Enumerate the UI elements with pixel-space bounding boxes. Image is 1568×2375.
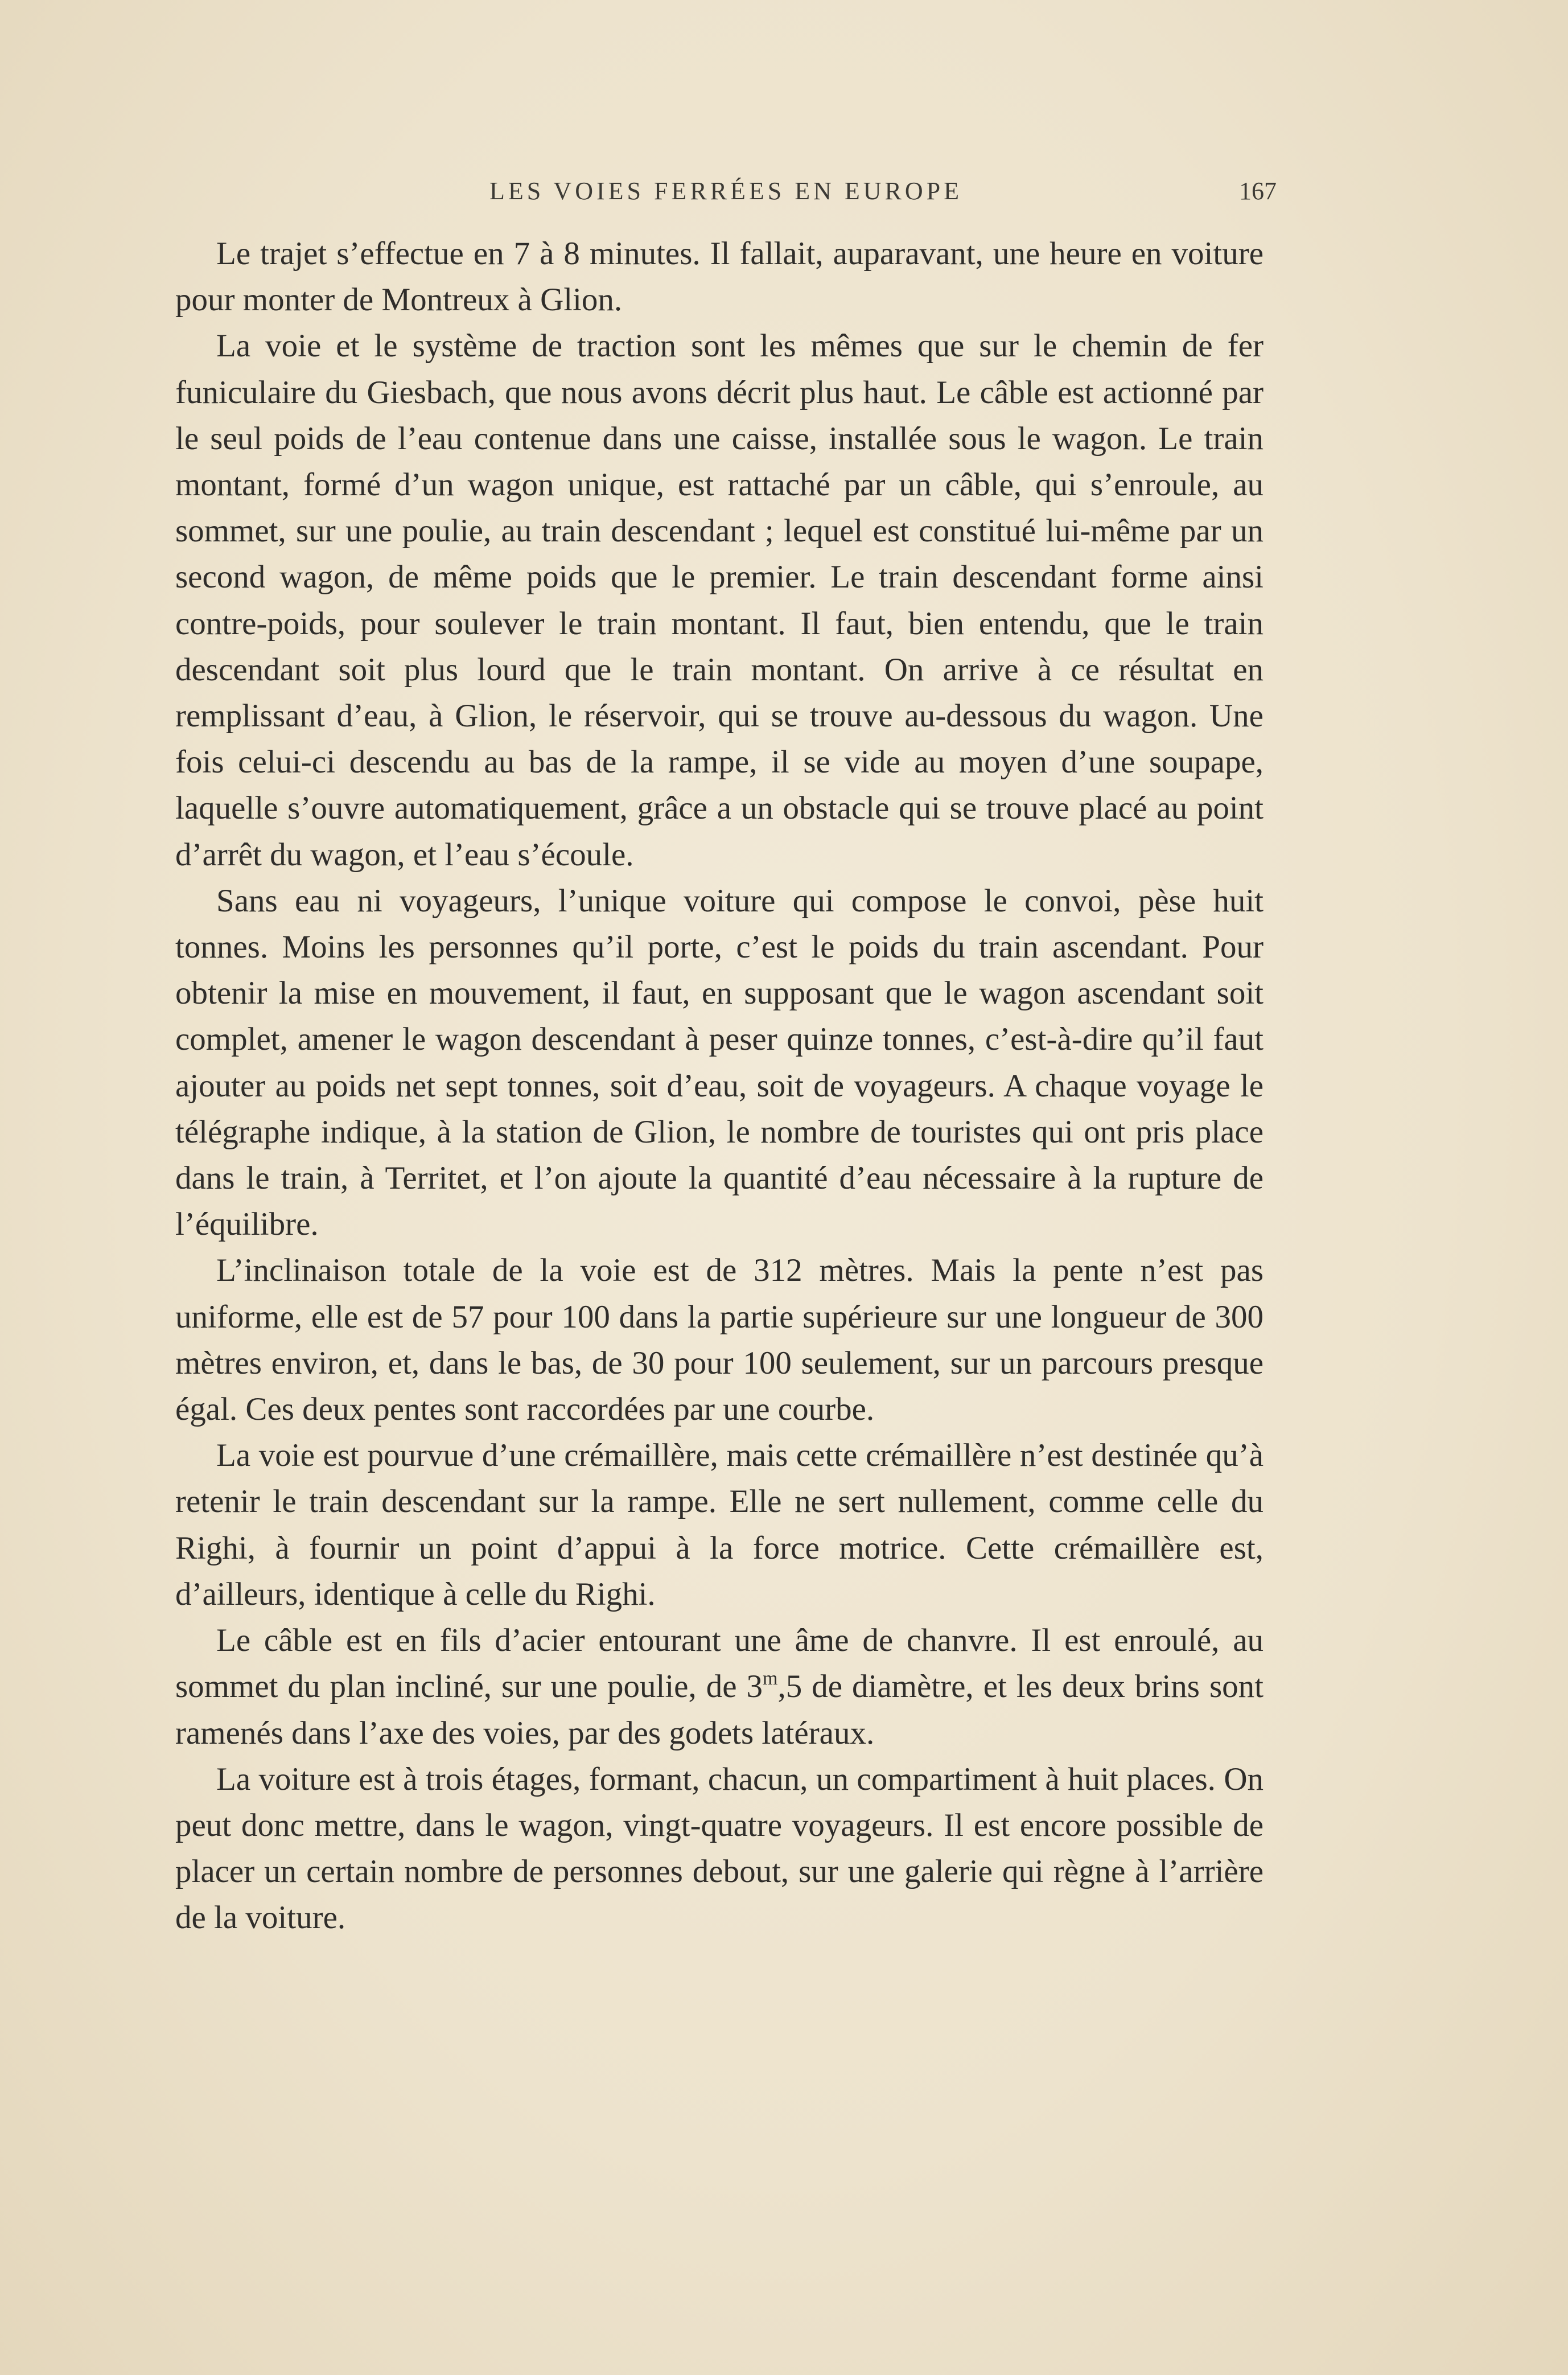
paragraph-journey-time: Le trajet s’effectue en 7 à 8 minutes. Il fallait, auparavant, une heure en voiture pour monter de Montreux à Glion. [175, 236, 1264, 318]
paragraph-carriage: La voiture est à trois étages, formant, chacun, un compartiment à huit places. On peut donc mettre, dans le wagon, vingt-quatre voyageurs. Il est encore possible de placer un certain nombre de personnes debout, sur une galerie qui règne à l’arrière de la voiture. [175, 1761, 1264, 1936]
body-text [175, 231, 1264, 1941]
paragraph-inclination: L’inclinaison totale de la voie est de 312 mètres. Mais la pente n’est pas uniforme, elle est de 57 pour 100 dans la partie supérieure sur une longueur de 300 mètres environ, et, dans le bas, de 30 pour 100 seulement, sur un parcours presque égal. Ces deux pentes sont raccordées par une courbe. [175, 1252, 1264, 1428]
page-number: 167 [1239, 177, 1277, 205]
unit-superscript: m [763, 1668, 778, 1690]
cable-text-before: Le câble est en fils d’acier entourant une âme de chanvre. Il est enroulé, au sommet du plan incliné, sur une poulie, de 3 [175, 1622, 1264, 1705]
cable-text-after: ,5 de diamètre, et les deux brins sont ramenés dans l’axe des voies, par des godets latéraux. [175, 1669, 1264, 1751]
paragraph-weight-balance: Sans eau ni voyageurs, l’unique voiture qui compose le convoi, pèse huit tonnes. Moins les personnes qu’il porte, c’est le poids du train ascendant. Pour obtenir la mise en mouvement, il faut, en supposant que le wagon ascendant soit complet, amener le wagon descendant à peser quinze tonnes, c’est-à-dire qu’il faut ajouter au poids net sept tonnes, soit d’eau, soit de voyageurs. A chaque voyage le télégraphe indique, à la station de Glion, le nombre de touristes qui ont pris place dans le train, à Territet, et l’on ajoute la quantité d’eau nécessaire à la rupture de l’équilibre. [175, 882, 1264, 1243]
page-header [175, 176, 1277, 211]
paragraph-cable [175, 1617, 1264, 1756]
running-title: LES VOIES FERRÉES EN EUROPE [489, 177, 963, 205]
paragraph-traction-system: La voie et le système de traction sont les mêmes que sur le chemin de fer funiculaire du Giesbach, que nous avons décrit plus haut. Le câble est actionné par le seul poids de l’eau contenue dans une caisse, installée sous le wagon. Le train montant, formé d’un wagon unique, est rattaché par un câble, qui s’enroule, au sommet, sur une poulie, au train descendant ; lequel est constitué lui-même par un second wagon, de même poids que le premier. Le train descendant forme ainsi contre-poids, pour soulever le train montant. Il faut, bien entendu, que le train descendant soit plus lourd que le train montant. On arrive à ce résultat en remplissant d’eau, à Glion, le réservoir, qui se trouve au-dessous du wagon. Une fois celui-ci descendu au bas de la rampe, il se vide au moyen d’une soupape, laquelle s’ouvre automatiquement, grâce a un obstacle qui se trouve placé au point d’arrêt du wagon, et l’eau s’écoule. [175, 328, 1264, 873]
paragraph-rack-rail: La voie est pourvue d’une crémaillère, mais cette crémaillère n’est destinée qu’à retenir le train descendant sur la rampe. Elle ne sert nullement, comme celle du Righi, à fournir un point d’appui à la force motrice. Cette crémaillère est, d’ailleurs, identique à celle du Righi. [175, 1437, 1264, 1612]
